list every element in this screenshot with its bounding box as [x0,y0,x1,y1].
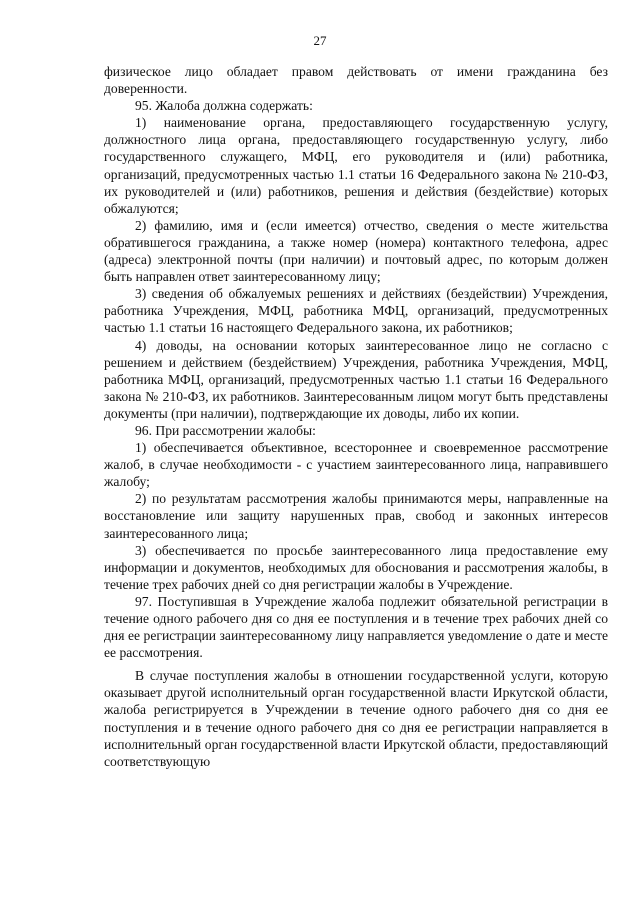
paragraph-96-item-1: 1) обеспечивается объективное, всестороннее и своевременное рассмотрение жалоб, в случае необходимости - с участием заинтересованного лица, направившего жалобу; [104,440,608,490]
paragraph-95-item-2: 2) фамилию, имя и (если имеется) отчество, сведения о месте жительства обратившегося гражданина, а также номер (номера) контактного телефона, адрес (адреса) электронной почты (при наличии) и почтовый адрес, по которым должен быть направлен ответ заинтересованному лицу; [104,217,608,285]
paragraph-continuation: физическое лицо обладает правом действовать от имени гражданина без доверенности. [104,64,608,97]
page-number: 27 [313,33,327,48]
paragraph-97: 97. Поступившая в Учреждение жалоба подлежит обязательной регистрации в течение одного рабочего дня со дня ее поступления и в течение трех рабочих дней со дня ее регистрации заинтересованному лицу направляется уведомление о дате и месте ее рассмотрения. [104,593,608,661]
paragraph-96-heading: 96. При рассмотрении жалобы: [135,422,316,438]
paragraph-95-item-3: 3) сведения об обжалуемых решениях и действиях (бездействии) Учреждения, работника Учреждения, МФЦ, работника МФЦ, организаций, предусмотренных частью 1.1 статьи 16 настоящего Федерального закона, их работников; [104,286,608,336]
paragraph-96-item-3: 3) обеспечивается по просьбе заинтересованного лица предоставление ему информации и документов, необходимых для обоснования и рассмотрения жалобы, в течение трех рабочих дней со дня регистрации жалобы в Учреждение. [104,542,608,592]
paragraph-95-heading: 95. Жалоба должна содержать: [135,98,313,114]
paragraph-95-item-1: 1) наименование органа, предоставляющего государственную услугу, должностного лица органа, предоставляющего государственную услугу, либо государственного служащего, МФЦ, его руководителя и (или) работника, организаций, предусмотренных частью 1.1 статьи 16 Федерального закона № 210-ФЗ, их руководителей и (или) работников, решения и действия (бездействие) которых обжалуются; [104,115,608,216]
paragraph-96-item-2: 2) по результатам рассмотрения жалобы принимаются меры, направленные на восстановление или защиту нарушенных прав, свобод и законных интересов заинтересованного лица; [104,491,608,541]
paragraph-95-item-4: 4) доводы, на основании которых заинтересованное лицо не согласно с решением и действием (бездействием) Учреждения, работника Учреждения, МФЦ, работника МФЦ, организаций, предусмотренных частью 1.1 статьи 16 Федерального закона № 210-ФЗ, их работников. Заинтересованным лицом могут быть представлены документы (при наличии), подтверждающие их доводы, либо их копии. [104,337,608,421]
document-body [104,63,608,770]
paragraph-97-continuation: В случае поступления жалобы в отношении государственной услуги, которую оказывает другой исполнительный орган государственной власти Иркутской области, жалоба регистрируется в Учреждении в течение одного рабочего дня со дня ее поступления и в течение одного рабочего дня со дня ее регистрации направляется в исполнительный орган государственной власти Иркутской области, предоставляющий соответствующую [104,668,608,769]
